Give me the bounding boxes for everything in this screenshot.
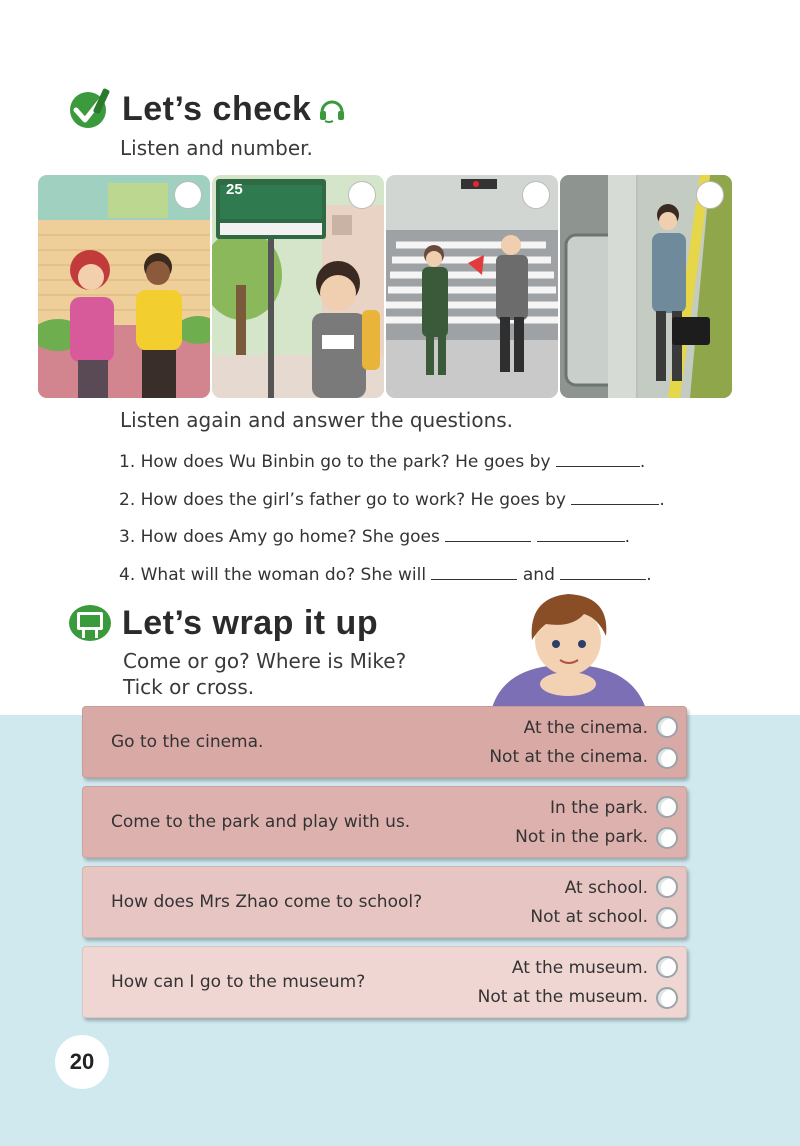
lets-check-heading: [68, 86, 347, 132]
question-3: 3. How does Amy go home? She goes .: [119, 527, 631, 547]
answer-blank-1[interactable]: [556, 453, 640, 467]
wrap-row-1-option-1: At the cinema.: [523, 717, 648, 738]
number-circle-4[interactable]: [696, 181, 724, 209]
wrap-row-4-sentence: How can I go to the museum?: [111, 972, 366, 992]
blackboard-icon: [68, 603, 112, 643]
wrap-row-1-option-2: Not at the cinema.: [489, 746, 648, 767]
page-number: 20: [55, 1035, 109, 1089]
answer-blank-2[interactable]: [571, 491, 659, 505]
wrap-row-4-option-1: At the museum.: [511, 957, 648, 978]
tick-circle-4a[interactable]: [656, 956, 678, 978]
picture-strip: [38, 175, 732, 398]
number-circle-2[interactable]: [348, 181, 376, 209]
wrap-row-2-sentence: Come to the park and play with us.: [111, 812, 411, 832]
tick-circle-3a[interactable]: [656, 876, 678, 898]
lets-check-title: Let’s check: [122, 89, 312, 128]
listen-again-instruction: Listen again and answer the questions.: [120, 408, 514, 432]
lets-wrap-title: Let’s wrap it up: [122, 603, 379, 642]
wrap-row-3-option-2: Not at school.: [530, 906, 648, 927]
question-4: 4. What will the woman do? She will and .: [119, 565, 652, 585]
answer-blank-4b[interactable]: [560, 566, 646, 580]
picture-train-door: [560, 175, 732, 398]
wrap-row-3-sentence: How does Mrs Zhao come to school?: [111, 892, 423, 912]
wrap-instruction-line1: Come or go? Where is Mike?: [123, 649, 407, 673]
wrap-row-4-option-2: Not at the museum.: [477, 986, 648, 1007]
wrap-row-2-option-2: Not in the park.: [515, 826, 648, 847]
wrap-row-2-option-1: In the park.: [550, 797, 648, 818]
wrap-row-3-option-1: At school.: [564, 877, 648, 898]
answer-blank-3b[interactable]: [537, 528, 625, 542]
tick-circle-3b[interactable]: [656, 907, 678, 929]
wrap-row-1-sentence: Go to the cinema.: [111, 732, 264, 752]
question-1: 1. How does Wu Binbin go to the park? He goes by .: [119, 452, 646, 472]
answer-blank-4a[interactable]: [431, 566, 517, 580]
tick-circle-4b[interactable]: [656, 987, 678, 1009]
wrap-row-2: [82, 786, 687, 858]
picture-crosswalk: [386, 175, 558, 398]
mike-illustration: [488, 588, 650, 718]
tick-circle-2a[interactable]: [656, 796, 678, 818]
bus-stop-number: 25: [226, 181, 243, 198]
number-circle-1[interactable]: [174, 181, 202, 209]
picture-children-walking: [38, 175, 210, 398]
tick-circle-2b[interactable]: [656, 827, 678, 849]
listen-and-number-instruction: Listen and number.: [120, 136, 313, 160]
tick-circle-1a[interactable]: [656, 716, 678, 738]
question-2: 2. How does the girl’s father go to work? He goes by .: [119, 490, 665, 510]
headphones-icon: [317, 94, 347, 124]
number-circle-3[interactable]: [522, 181, 550, 209]
picture-bus-stop: [212, 175, 384, 398]
wrap-row-4: [82, 946, 687, 1018]
answer-blank-3a[interactable]: [445, 528, 531, 542]
wrap-row-1: [82, 706, 687, 778]
wrap-instruction-line2: Tick or cross.: [123, 675, 255, 699]
checkmark-pencil-icon: [68, 86, 114, 132]
lets-wrap-heading: [68, 603, 378, 643]
wrap-row-3: [82, 866, 687, 938]
tick-circle-1b[interactable]: [656, 747, 678, 769]
